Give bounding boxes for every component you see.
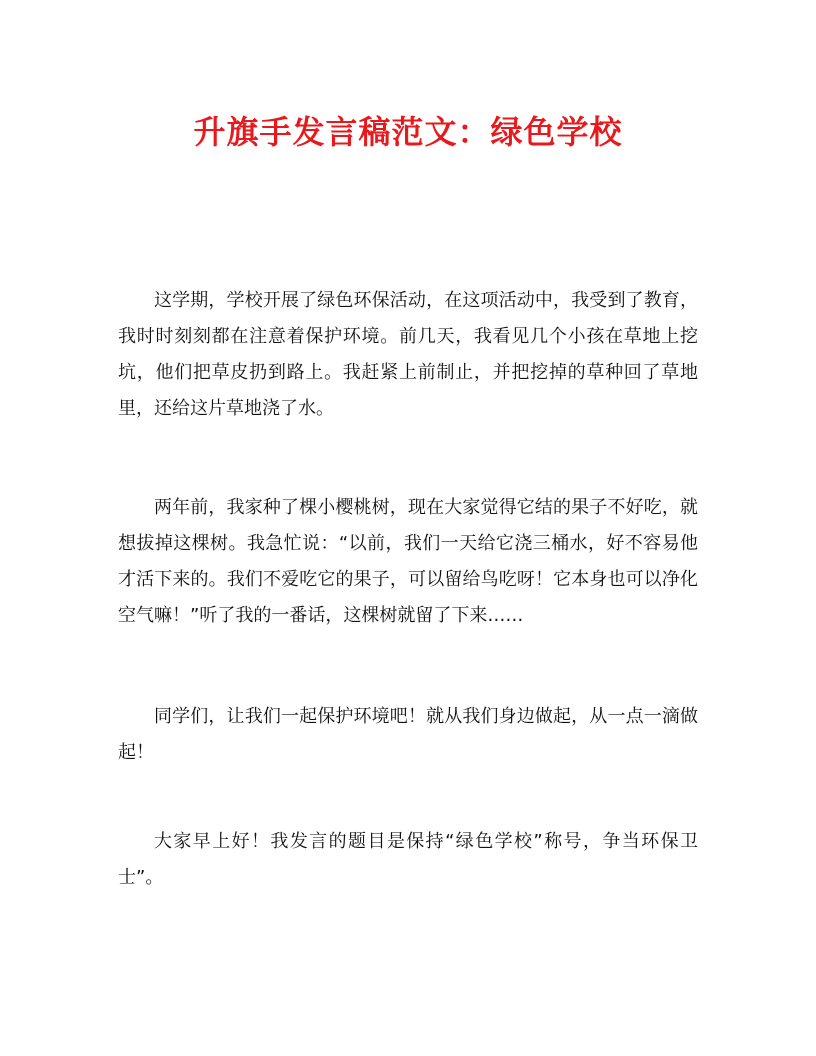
paragraph-4: 大家早上好！我发言的题目是保持“绿色学校”称号，争当环保卫士”。	[118, 831, 698, 888]
paragraph-2: 两年前，我家种了棵小樱桃树，现在大家觉得它结的果子不好吃，就想拔掉这棵树。我急忙说：“以前，我们一天给它浇三桶水，好不容易他才活下来的。我们不爱吃它的果子，可以留给鸟吃呀！它本身也可以净化空气嘛！”听了我的一番话，这棵树就留了下来……	[118, 497, 698, 626]
paragraph-1: 这学期，学校开展了绿色环保活动，在这项活动中，我受到了教育，我时时刻刻都在注意着保护环境。前几天，我看见几个小孩在草地上挖坑，他们把草皮扔到路上。我赶紧上前制止，并把挖掉的草种回了草地里，还给这片草地浇了水。	[118, 290, 698, 419]
paragraph-3: 同学们，让我们一起保护环境吧！就从我们身边做起，从一点一滴做起！	[118, 706, 698, 763]
document-title: 升旗手发言稿范文：绿色学校	[193, 113, 623, 151]
